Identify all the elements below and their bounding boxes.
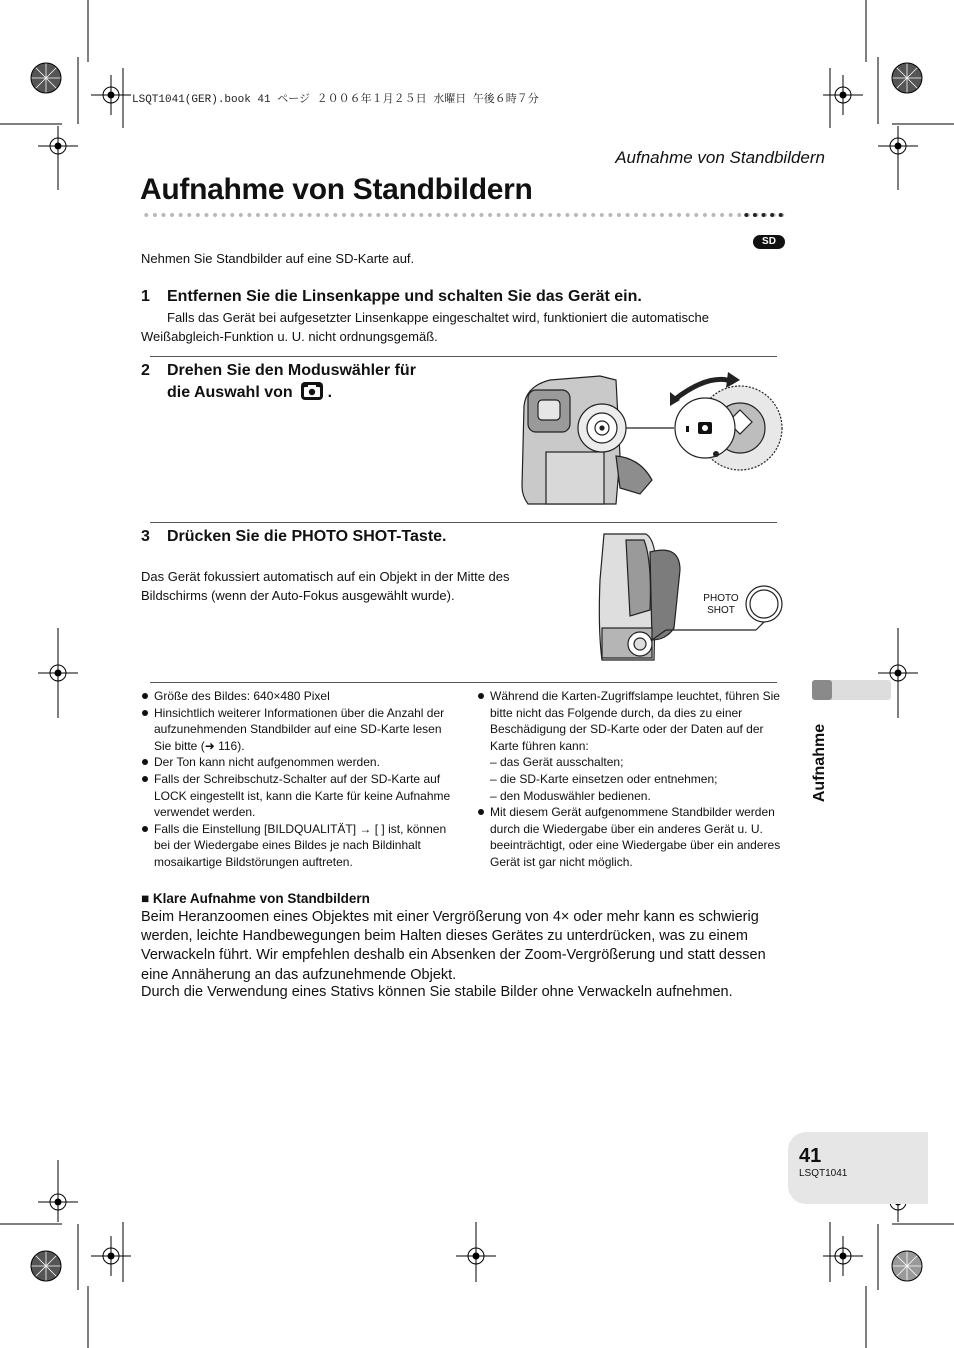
step-3-number: 3	[141, 528, 150, 545]
registration-mark-icon	[91, 75, 131, 115]
sd-badge: SD	[753, 235, 785, 249]
tip-heading: ■ Klare Aufnahme von Standbildern	[141, 891, 370, 906]
registration-mark-icon	[878, 126, 918, 166]
registration-mark-icon	[38, 653, 78, 693]
step-2-title-end: .	[327, 384, 333, 401]
note-item: Falls der Schreibschutz-Schalter auf der SD-Karte auf LOCK eingestellt ist, kann die Karte für keine Aufnahme verwendet werden.	[141, 771, 456, 821]
notes-right-column	[477, 688, 787, 871]
camera-mode-dial-illustration	[520, 366, 788, 506]
camera-mode-icon	[301, 382, 323, 407]
photo-shot-button-label	[700, 593, 742, 617]
step-divider	[150, 522, 777, 523]
step-1-number: 1	[141, 288, 150, 305]
file-header: LSQT1041(GER).book 41 ページ ２００６年１月２５日 水曜日 午後６時７分	[132, 94, 539, 106]
notes-divider	[150, 682, 777, 683]
tip-paragraph-2: Durch die Verwendung eines Stativs können Sie stabile Bilder ohne Verwackeln aufnehmen.	[141, 984, 733, 1000]
step-3-title: Drücken Sie die PHOTO SHOT-Taste.	[167, 528, 447, 545]
page-title: Aufnahme von Standbildern	[140, 173, 533, 206]
photo-shot-illustration	[596, 530, 788, 665]
registration-mark-icon	[823, 1236, 863, 1276]
title-divider	[142, 212, 787, 218]
registration-mark-icon	[91, 1236, 131, 1276]
note-item: Größe des Bildes: 640×480 Pixel	[141, 688, 456, 705]
intro-text: Nehmen Sie Standbilder auf eine SD-Karte auf.	[141, 251, 415, 266]
color-target-icon	[891, 1250, 923, 1282]
notes-left-column	[141, 688, 456, 871]
step-2-title-line2	[167, 382, 332, 407]
note-item: Mit diesem Gerät aufgenommene Standbilder werden durch die Wiedergabe über ein anderes Gerät u. U. beeinträchtigt, oder eine Wiedergabe über ein anderes Gerät ist gar nicht möglich.	[477, 804, 787, 870]
note-dash-item: – das Gerät ausschalten;	[490, 755, 624, 770]
chapter-tab-marker	[812, 680, 832, 700]
step-1-body: Falls das Gerät bei aufgesetzter Linsenkappe eingeschaltet wird, funktioniert die automatische Weißabgleich-Funktion u. U. nicht ordnungsgemäß.	[141, 310, 709, 344]
running-head: Aufnahme von Standbildern	[615, 148, 825, 167]
chapter-tab-label: Aufnahme	[811, 723, 828, 803]
note-item: Falls die Einstellung [BILDQUALITÄT] → [ ] ist, können bei der Wiedergabe eines Bildes je nach Bildinhalt mosaikartige Bildstörungen auftreten.	[141, 821, 456, 871]
color-target-icon	[30, 1250, 62, 1282]
registration-mark-icon	[823, 75, 863, 115]
step-2-title-text: die Auswahl von	[167, 384, 293, 401]
photo-shot-label-line1: PHOTO	[703, 593, 739, 604]
note-item: Der Ton kann nicht aufgenommen werden.	[141, 754, 456, 771]
registration-mark-icon	[456, 1236, 496, 1276]
registration-mark-icon	[38, 126, 78, 166]
step-2-title-line1: Drehen Sie den Moduswähler für	[167, 362, 416, 379]
model-code: LSQT1041	[799, 1168, 848, 1179]
title-divider-end	[742, 212, 787, 218]
note-item: Während die Karten-Zugriffslampe leuchtet, führen Sie bitte nicht das Folgende durch, da dies zu einer Beschädigung der SD-Karte oder der Daten auf der Karte führen kann:	[477, 688, 787, 754]
note-item: Hinsichtlich weiterer Informationen über die Anzahl der aufzunehmenden Standbilder auf eine SD-Karte lesen Sie bitte (➜ 116).	[141, 705, 456, 755]
note-dash-item: – den Moduswähler bedienen.	[490, 788, 651, 803]
tip-paragraph-1: Beim Heranzoomen eines Objektes mit einer Vergrößerung von 4× oder mehr kann es schwierig werden, leichte Handbewegungen beim Halten dieses Gerätes zu unterdrücken, was zu einem Verwackeln führt. Wir empfehlen deshalb ein Absenken der Zoom-Vergrößerung und statt dessen eine Annäherung an das aufzunehmende Objekt.	[141, 909, 766, 983]
color-target-icon	[30, 62, 62, 94]
color-target-icon	[891, 62, 923, 94]
step-1-title: Entfernen Sie die Linsenkappe und schalten Sie das Gerät ein.	[167, 288, 642, 305]
photo-shot-label-line2: SHOT	[707, 605, 735, 616]
chapter-tab	[800, 718, 840, 808]
registration-mark-icon	[38, 1182, 78, 1222]
note-dash-item: – die SD-Karte einsetzen oder entnehmen;	[490, 771, 718, 786]
page-number: 41	[799, 1145, 822, 1167]
step-divider	[150, 356, 777, 357]
step-3-body: Das Gerät fokussiert automatisch auf ein Objekt in der Mitte des Bildschirms (wenn der Auto-Fokus ausgewählt wurde).	[141, 569, 510, 603]
step-2-number: 2	[141, 362, 150, 379]
